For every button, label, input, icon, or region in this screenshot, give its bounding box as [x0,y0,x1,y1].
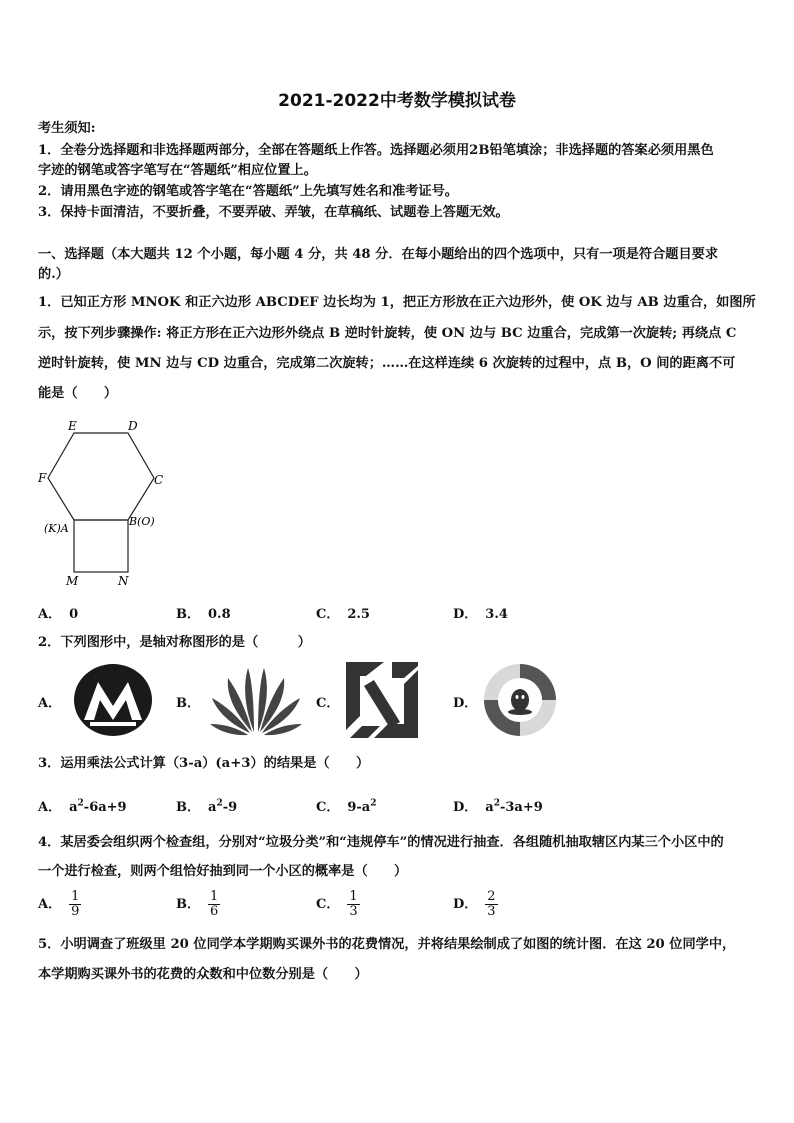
q5-stem-line-2: 本学期购买课外书的花费的众数和中位数分别是（ ） [38,967,368,982]
q2-stem: 2．下列图形中，是轴对称图形的是（ ） [38,635,311,650]
q2-option-c-label[interactable]: C． [316,696,340,711]
label-d: D [128,419,138,433]
q5-stem-line-1: 5．小明调查了班级里 20 位同学本学期购买课外书的花费情况，并将结果绘制成了如图的统计图．在这 20 位同学中， [38,937,736,952]
section-heading-line-1: 一、选择题（本大题共 12 个小题，每小题 4 分，共 48 分．在每小题给出的四个选项中，只有一项是符合题目要求 [38,247,719,262]
fraction: $\frac{1}{3}$ [349,889,358,919]
q1-stem-line-3: 逆时针旋转，使 MN 边与 CD 边重合，完成第二次旋转；……在这样连续 6 次旋转的过程中，点 B，O 间的距离不可 [38,356,736,371]
square-n-logo-icon [344,660,420,740]
label-m: M [66,574,79,588]
notice-item-3: 3．保持卡面清洁，不要折叠，不要弄破、弄皱，在草稿纸、试题卷上答题无效。 [38,205,509,220]
q2-option-d-label[interactable]: D． [453,696,478,711]
q4-option-c[interactable]: C． $\frac{1}{3}$ [316,889,358,919]
label-b-o: B(O) [129,515,155,528]
notice-item-1-line-2: 字迹的钢笔或答字笔写在“答题纸”相应位置上。 [38,163,317,178]
q4-option-a[interactable]: A． $\frac{1}{9}$ [38,889,80,919]
q1-option-a[interactable]: A． 0 [38,607,79,622]
label-n: N [118,574,129,588]
q1-stem-line-4: 能是（ ） [38,386,118,401]
label-f: F [38,471,47,485]
penguin-circle-logo-icon [482,660,558,740]
label-k-a: (K)A [44,522,69,535]
q3-option-a[interactable]: A． $a^2-6a+9$ [38,798,127,815]
q3-option-d[interactable]: D． $a^2-3a+9$ [453,798,543,815]
q1-stem-line-2: 示，按下列步骤操作: 将正方形在正六边形外绕点 B 逆时针旋转，使 ON 边与 BC 边重合，完成第一次旋转; 再绕点 C [38,326,737,341]
q2-option-b-label[interactable]: B． [176,696,200,711]
q3-stem: 3．运用乘法公式计算（3-a）(a+3）的结果是（ ） [38,756,370,771]
page-title: 2021-2022中考数学模拟试卷 [278,91,516,111]
q1-option-b[interactable]: B． 0.8 [176,607,231,622]
q1-option-c[interactable]: C． 2.5 [316,607,370,622]
q4-stem-line-2: 一个进行检查，则两个组恰好抽到同一个小区的概率是（ ） [38,864,408,879]
q3-option-c[interactable]: C． $9-a^2$ [316,798,377,815]
fraction: $\frac{1}{6}$ [210,889,219,919]
square-mnok [74,520,128,572]
fraction: $\frac{1}{9}$ [71,889,80,919]
q4-option-b[interactable]: B． $\frac{1}{6}$ [176,889,219,919]
label-c: C [154,473,164,487]
notice-heading: 考生须知: [38,121,96,136]
fraction: $\frac{2}{3}$ [487,889,496,919]
q4-option-d[interactable]: D． $\frac{2}{3}$ [453,889,496,919]
notice-item-1-line-1: 1．全卷分选择题和非选择题两部分，全部在答题纸上作答。选择题必须用2B铅笔填涂；非选择题的答案必须用黑色 [38,143,714,158]
petal-fan-logo-icon [208,664,304,736]
m-bank-logo-icon [72,662,154,738]
label-e: E [68,419,77,433]
q2-option-a-label[interactable]: A． [38,696,62,711]
notice-item-2: 2．请用黑色字迹的钢笔或答字笔在“答题纸”上先填写姓名和准考证号。 [38,184,458,199]
q1-stem-line-1: 1．已知正方形 MNOK 和正六边形 ABCDEF 边长均为 1，把正方形放在正六边形外，使 OK 边与 AB 边重合，如图所 [38,295,756,310]
section-heading-line-2: 的.） [38,267,69,282]
q1-option-d[interactable]: D． 3.4 [453,607,508,622]
hexagon-square-figure [30,414,180,594]
q4-stem-line-1: 4．某居委会组织两个检查组，分别对“垃圾分类”和“违规停车”的情况进行抽查．各组随机抽取辖区内某三个小区中的 [38,835,724,850]
q3-option-b[interactable]: B． $a^2-9$ [176,798,238,815]
hexagon-abcdef [48,433,154,520]
